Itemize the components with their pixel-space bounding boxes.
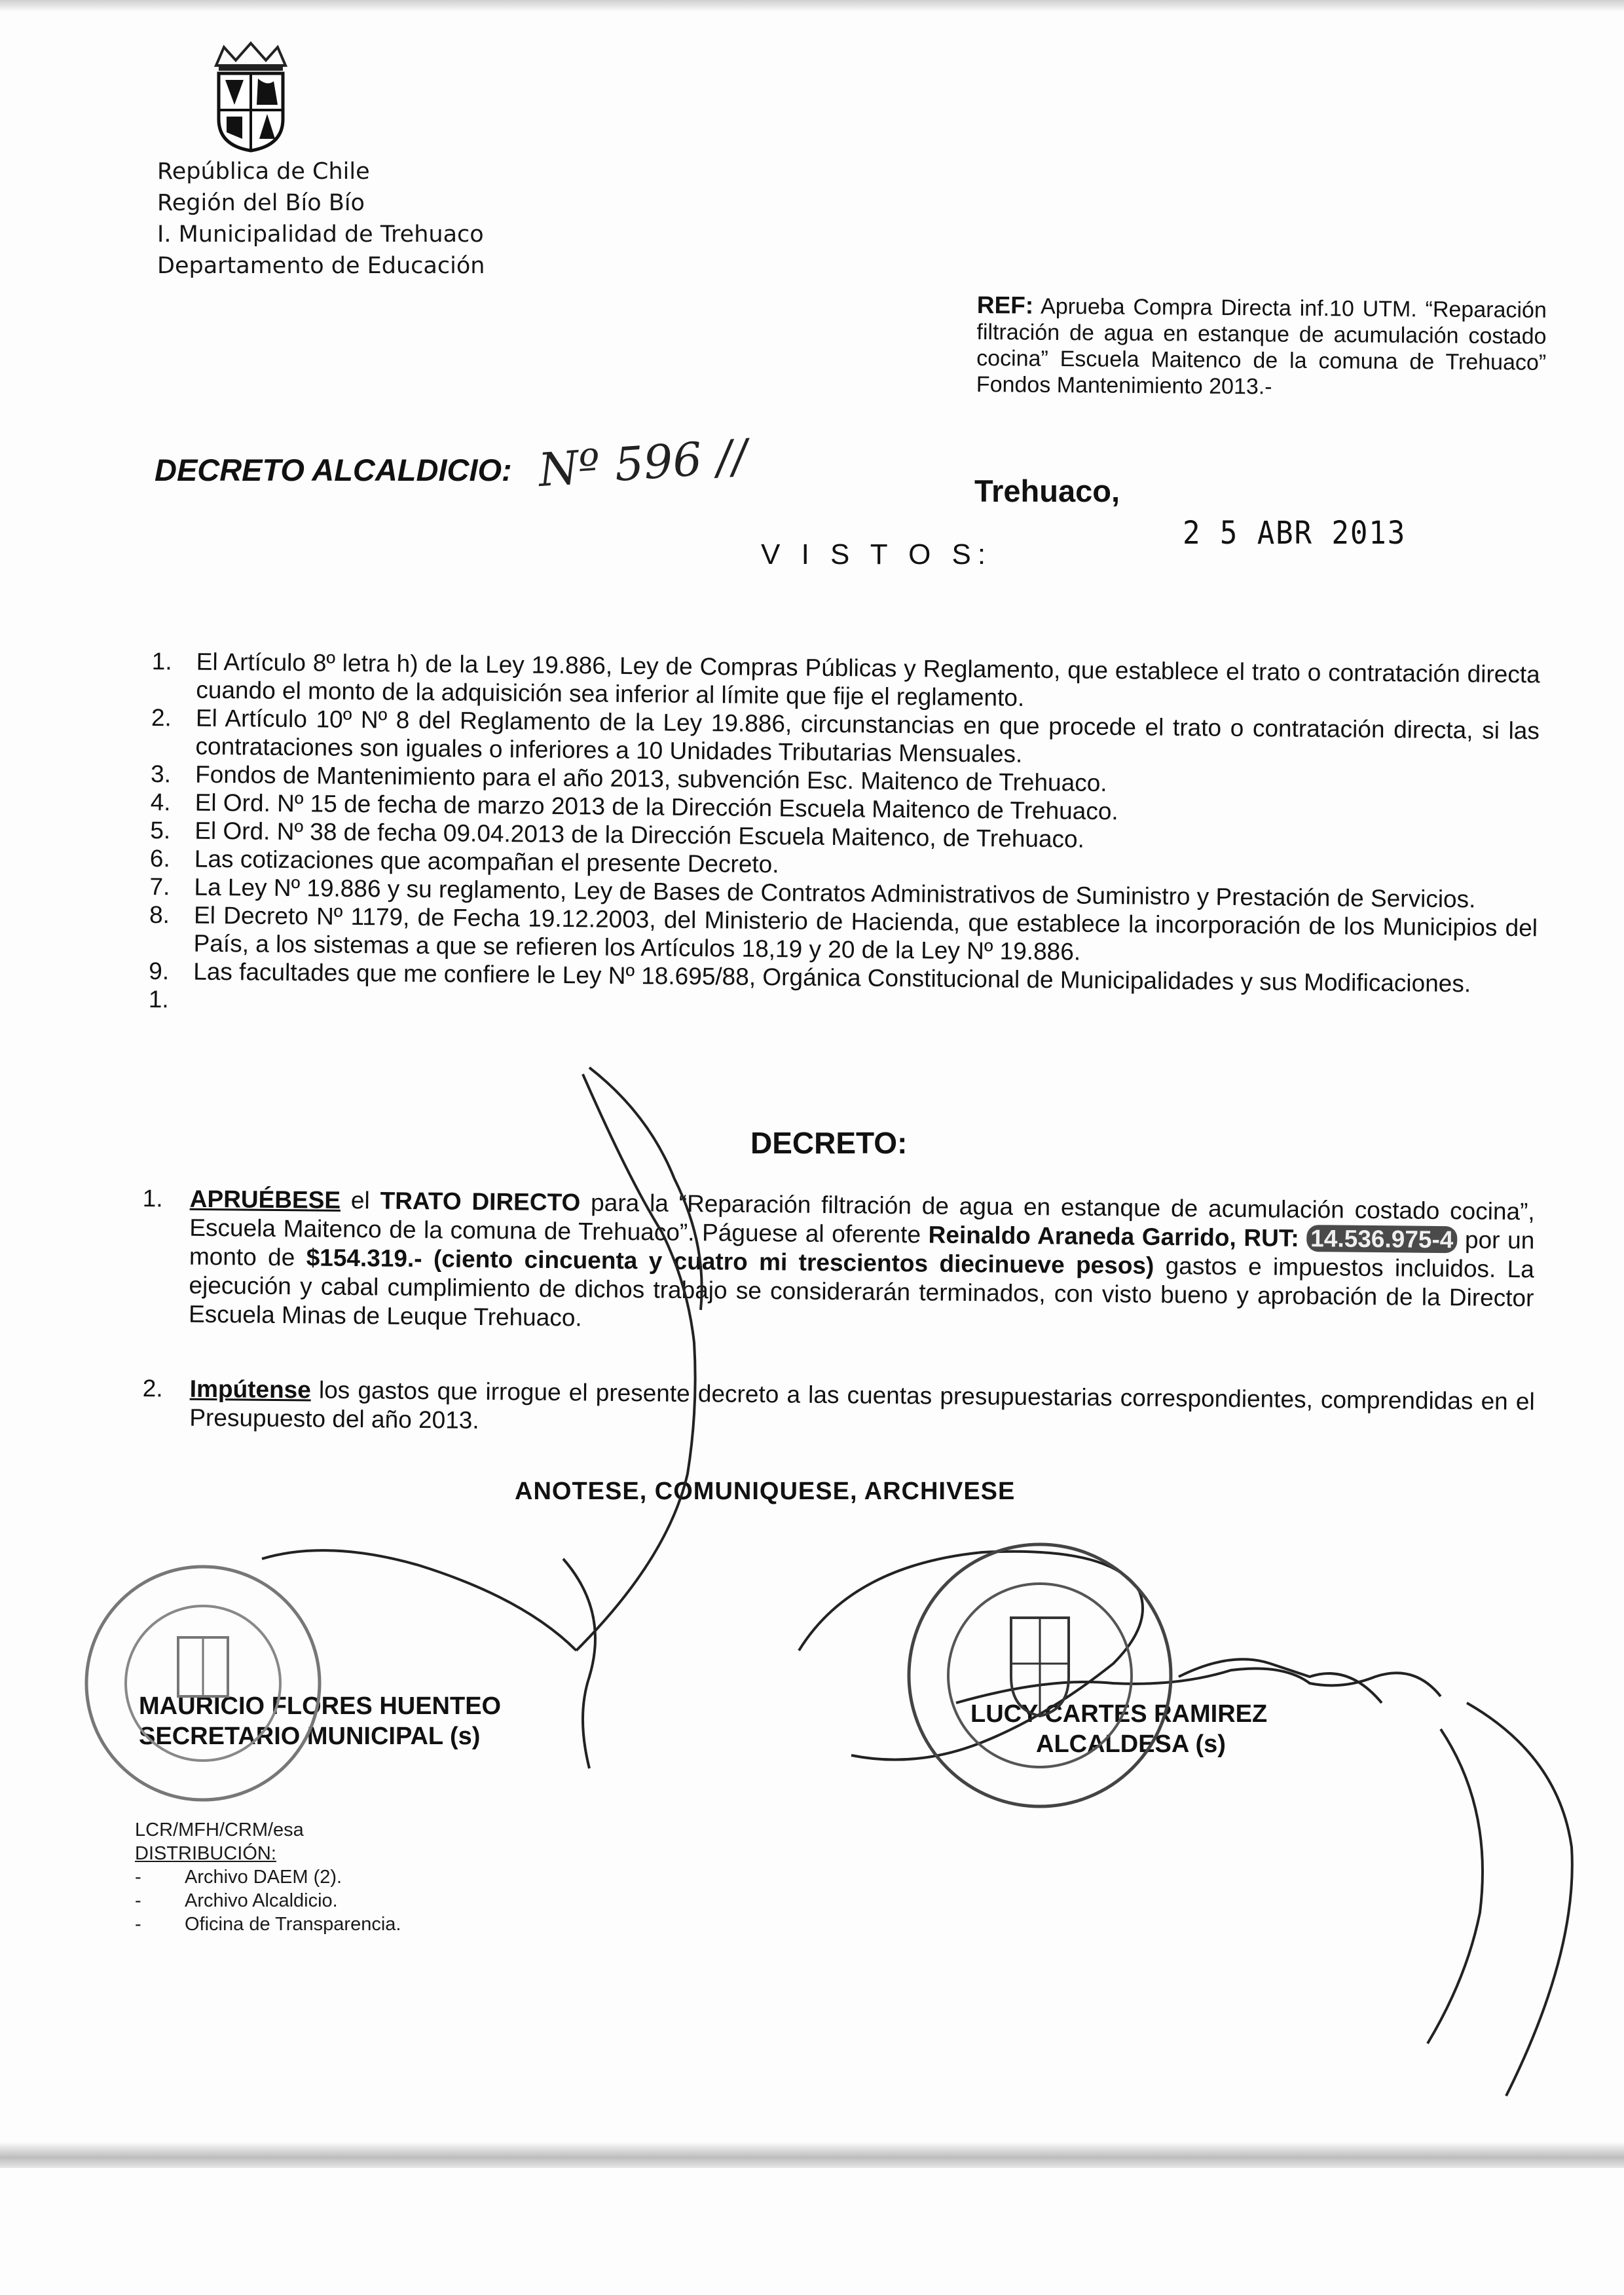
right-municipal-seal-icon [909, 1544, 1171, 1806]
article-text: el [340, 1186, 380, 1214]
item-number: 4. [150, 788, 171, 816]
article-text: para la “Reparación filtración de agua en estanque de acumulación costado cocina”, Escuela Maitenco de la comuna de Trehuaco”. Páguese al oferente [189, 1189, 1535, 1248]
header-country: República de Chile [157, 159, 370, 185]
article-1 [141, 1184, 1535, 1341]
article-text: los gastos que irrogue el presente decreto a las cuentas presupuestarias correspondientes, comprendidas en el Presupuesto del año 2013. [189, 1376, 1535, 1434]
item-number: 7. [149, 872, 170, 901]
mayor-signature-scrawl-icon [799, 1552, 1572, 2096]
secretary-name: MAURICIO FLORES HUENTEO [139, 1692, 502, 1720]
list-item: - Archivo DAEM (2). [135, 1865, 401, 1889]
ref-label: REF: [976, 291, 1034, 319]
initials: LCR/MFH/CRM/esa [135, 1819, 304, 1840]
item-number: 3. [150, 760, 172, 788]
decree-number-handwritten: Nº 596 // [536, 428, 749, 498]
item-number: 9. [149, 957, 170, 985]
item-text: El Artículo 8º letra h) de la Ley 19.886, Ley de Compras Públicas y Reglamento, que establece el trato o contratación directa cuando el monto de la adquisición sea inferior al límite que fije el reglamento. [196, 648, 1540, 711]
item-number: 1. [148, 985, 169, 1013]
scan-edge-top [0, 0, 1624, 12]
secretary-title: SECRETARIO MUNICIPAL (s) [139, 1723, 481, 1750]
decreto-heading: DECRETO: [750, 1126, 908, 1160]
date-stamp: 2 5 ABR 2013 [1183, 515, 1407, 551]
scan-edge-bottom [0, 2142, 1624, 2168]
item-text: El Artículo 10º Nº 8 del Reglamento de la Ley 19.886, circunstancias en que procede el trato o contratación directa, si las contrataciones son iguales o inferiores a 10 Unidades Tributarias Mensuales. [195, 704, 1540, 768]
signature-block-mayor [970, 1699, 1267, 1759]
item-text: Las cotizaciones que acompañan el presente Decreto. [194, 845, 779, 878]
item-text: Las facultades que me confiere le Ley Nº 18.695/88, Orgánica Constitucional de Municipalidades y sus Modificaciones. [193, 958, 1471, 998]
left-municipal-seal-icon [86, 1567, 320, 1800]
list-item: - Oficina de Transparencia. [135, 1912, 401, 1936]
item-number: 8. [149, 901, 170, 929]
vistos-heading: V I S T O S: [761, 538, 993, 570]
distribution-label: DISTRIBUCIÓN: [135, 1843, 276, 1864]
item-number: 2. [151, 703, 172, 732]
distribution-footer [135, 1818, 401, 1936]
reference-block [976, 292, 1547, 402]
decree-place: Trehuaco, [974, 474, 1120, 508]
ref-text: Aprueba Compra Directa inf.10 UTM. “Reparación filtración de agua en estanque de acumulación costado cocina” Escuela Maitenco de la comuna de Trehuaco” Fondos Mantenimiento 2013.- [976, 293, 1547, 400]
article-body [141, 1184, 1535, 1341]
article-lead: Impútense [189, 1375, 312, 1404]
item-number: 6. [149, 844, 170, 872]
header-region: Región del Bío Bío [157, 190, 365, 216]
item-text: Fondos de Mantenimiento para el año 2013, subvención Esc. Maitenco de Trehuaco. [194, 760, 1107, 797]
decree-title: DECRETO ALCALDICIO: [155, 453, 512, 487]
article-2 [142, 1374, 1535, 1445]
list-item: - Archivo Alcaldicio. [135, 1889, 401, 1912]
article-text: por un monto de [189, 1226, 1535, 1271]
closing-formula: ANOTESE, COMUNIQUESE, ARCHIVESE [515, 1478, 1016, 1505]
item-text: El Decreto Nº 1179, de Fecha 19.12.2003, del Ministerio de Hacienda, que establece la incorporación de los Municipios del País, a los sistemas a que se refieren los Artículos 18,19 y 20 de la Ley Nº 19.886. [193, 901, 1538, 965]
article-number: 1. [142, 1185, 163, 1212]
provider-name: Reinaldo Araneda Garrido, RUT: [928, 1221, 1299, 1252]
mayor-name: LUCY CARTES RAMIREZ [970, 1700, 1268, 1728]
amount: $154.319.- (ciento cincuenta y cuatro mi trescientos diecinueve pesos) [306, 1244, 1154, 1279]
issuer-header [157, 156, 485, 282]
vistos-list [149, 647, 1540, 1026]
article-number: 2. [142, 1375, 163, 1402]
signature-block-secretary [139, 1691, 501, 1751]
article-body [142, 1374, 1535, 1445]
item-text: El Ord. Nº 15 de fecha de marzo 2013 de la Dirección Escuela Maitenco de Trehuaco. [194, 789, 1118, 825]
mayor-title: ALCALDESA (s) [1036, 1730, 1226, 1758]
header-municipality: I. Municipalidad de Trehuaco [157, 221, 484, 248]
article-text: gastos e impuestos incluidos. La ejecución y cabal cumplimiento de dichos trabajo se considerarán terminados, con visto bueno y aprobación de la Director Escuela Minas de Leuque Trehuaco. [188, 1252, 1535, 1332]
header-department: Departamento de Educación [157, 253, 485, 279]
item-text: La Ley Nº 19.886 y su reglamento, Ley de Bases de Contratos Administrativos de Suministro y Prestación de Servicios. [194, 873, 1476, 913]
item-number: 1. [151, 647, 172, 675]
article-lead: APRUÉBESE [189, 1185, 341, 1214]
redacted-rut: 14.536.975-4 [1306, 1225, 1457, 1253]
item-number: 5. [150, 816, 171, 844]
trato-directo: TRATO DIRECTO [380, 1187, 581, 1216]
coat-of-arms-icon [210, 41, 292, 153]
item-text: El Ord. Nº 38 de fecha 09.04.2013 de la Dirección Escuela Maitenco, de Trehuaco. [194, 817, 1085, 853]
